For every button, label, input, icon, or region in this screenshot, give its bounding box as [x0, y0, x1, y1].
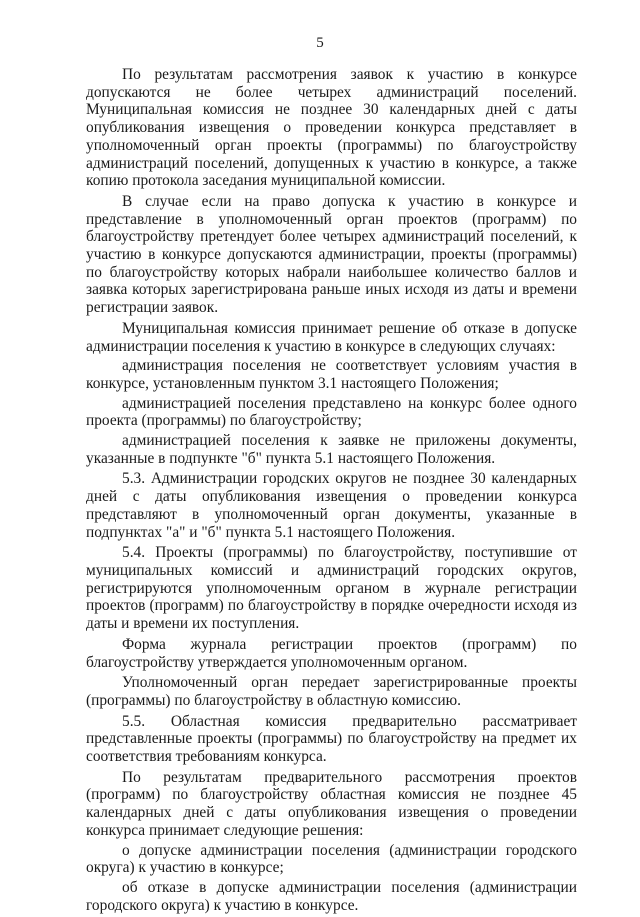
paragraph-section-5-4: 5.4. Проекты (программы) по благоустройству, поступившие от муниципальных комиссий и администраций городских округов, регистрируются уполномоченным органом в журнале регистрации проектов (программ) по благоустройству в порядке очередности исходя из даты и времени их поступления.: [86, 544, 577, 633]
paragraph-preliminary-results: По результатам предварительного рассмотрения проектов (программ) по благоустройству областная комиссия не позднее 45 календарных дней с даты опубликования извещения о проведении конкурса принимает следующие решения:: [86, 768, 577, 839]
paragraph-refusal-case-2: администрацией поселения представлено на конкурс более одного проекта (программы) по благоустройству;: [86, 394, 577, 430]
paragraph-decision-admit: о допуске администрации поселения (администрации городского округа) к участию в конкурсе;: [86, 841, 577, 877]
paragraph-admission-limit: По результатам рассмотрения заявок к участию в конкурсе допускаются не более четырех администраций поселений. Муниципальная комиссия не позднее 30 календарных дней с даты опубликования извещения о проведении конкурса представляет в уполномоченный орган проекты (программы) по благоустройству администраций поселений, допущенных к участию в конкурсе, а также копию протокола заседания муниципальной комиссии.: [86, 66, 577, 190]
paragraph-section-5-5: 5.5. Областная комиссия предварительно рассматривает представленные проекты (программы) по благоустройству на предмет их соответствия требованиям конкурса.: [86, 712, 577, 766]
paragraph-decision-refuse: об отказе в допуске администрации поселения (администрации городского округа) к участию в конкурсе.: [86, 878, 577, 914]
paragraph-refusal-case-3: администрацией поселения к заявке не приложены документы, указанные в подпункте "б" пункта 5.1 настоящего Положения.: [86, 432, 577, 467]
paragraph-refusal-intro: Муниципальная комиссия принимает решение об отказе в допуске администрации поселения к участию в конкурсе в следующих случаях:: [86, 319, 577, 355]
paragraph-section-5-3: 5.3. Администрации городских округов не позднее 30 календарных дней с даты опубликования извещения о проведении конкурса представляют в уполномоченный орган документы, указанные в подпунктах "а" и "б" пункта 5.1 настоящего Положения.: [86, 470, 577, 541]
paragraph-more-than-four: В случае если на право допуска к участию в конкурсе и представление в уполномоченный орган проектов (программ) по благоустройству претендует более четырех администраций поселений, к участию в конкурсе допускаются администрации, проекты (программы) по благоустройству которых набрали наибольшее количество баллов и заявка которых зарегистрирована раньше иных исходя из даты и времени регистрации заявок.: [86, 192, 577, 317]
paragraph-refusal-case-1: администрация поселения не соответствует условиям участия в конкурсе, установленным пунктом 3.1 настоящего Положения;: [86, 357, 577, 392]
paragraph-transfer: Уполномоченный орган передает зарегистрированные проекты (программы) по благоустройству в областную комиссию.: [86, 674, 577, 709]
paragraph-journal-form: Форма журнала регистрации проектов (программ) по благоустройству утверждается уполномоченным органом.: [86, 635, 577, 671]
document-body: [86, 66, 577, 917]
page-number: 5: [316, 35, 324, 51]
